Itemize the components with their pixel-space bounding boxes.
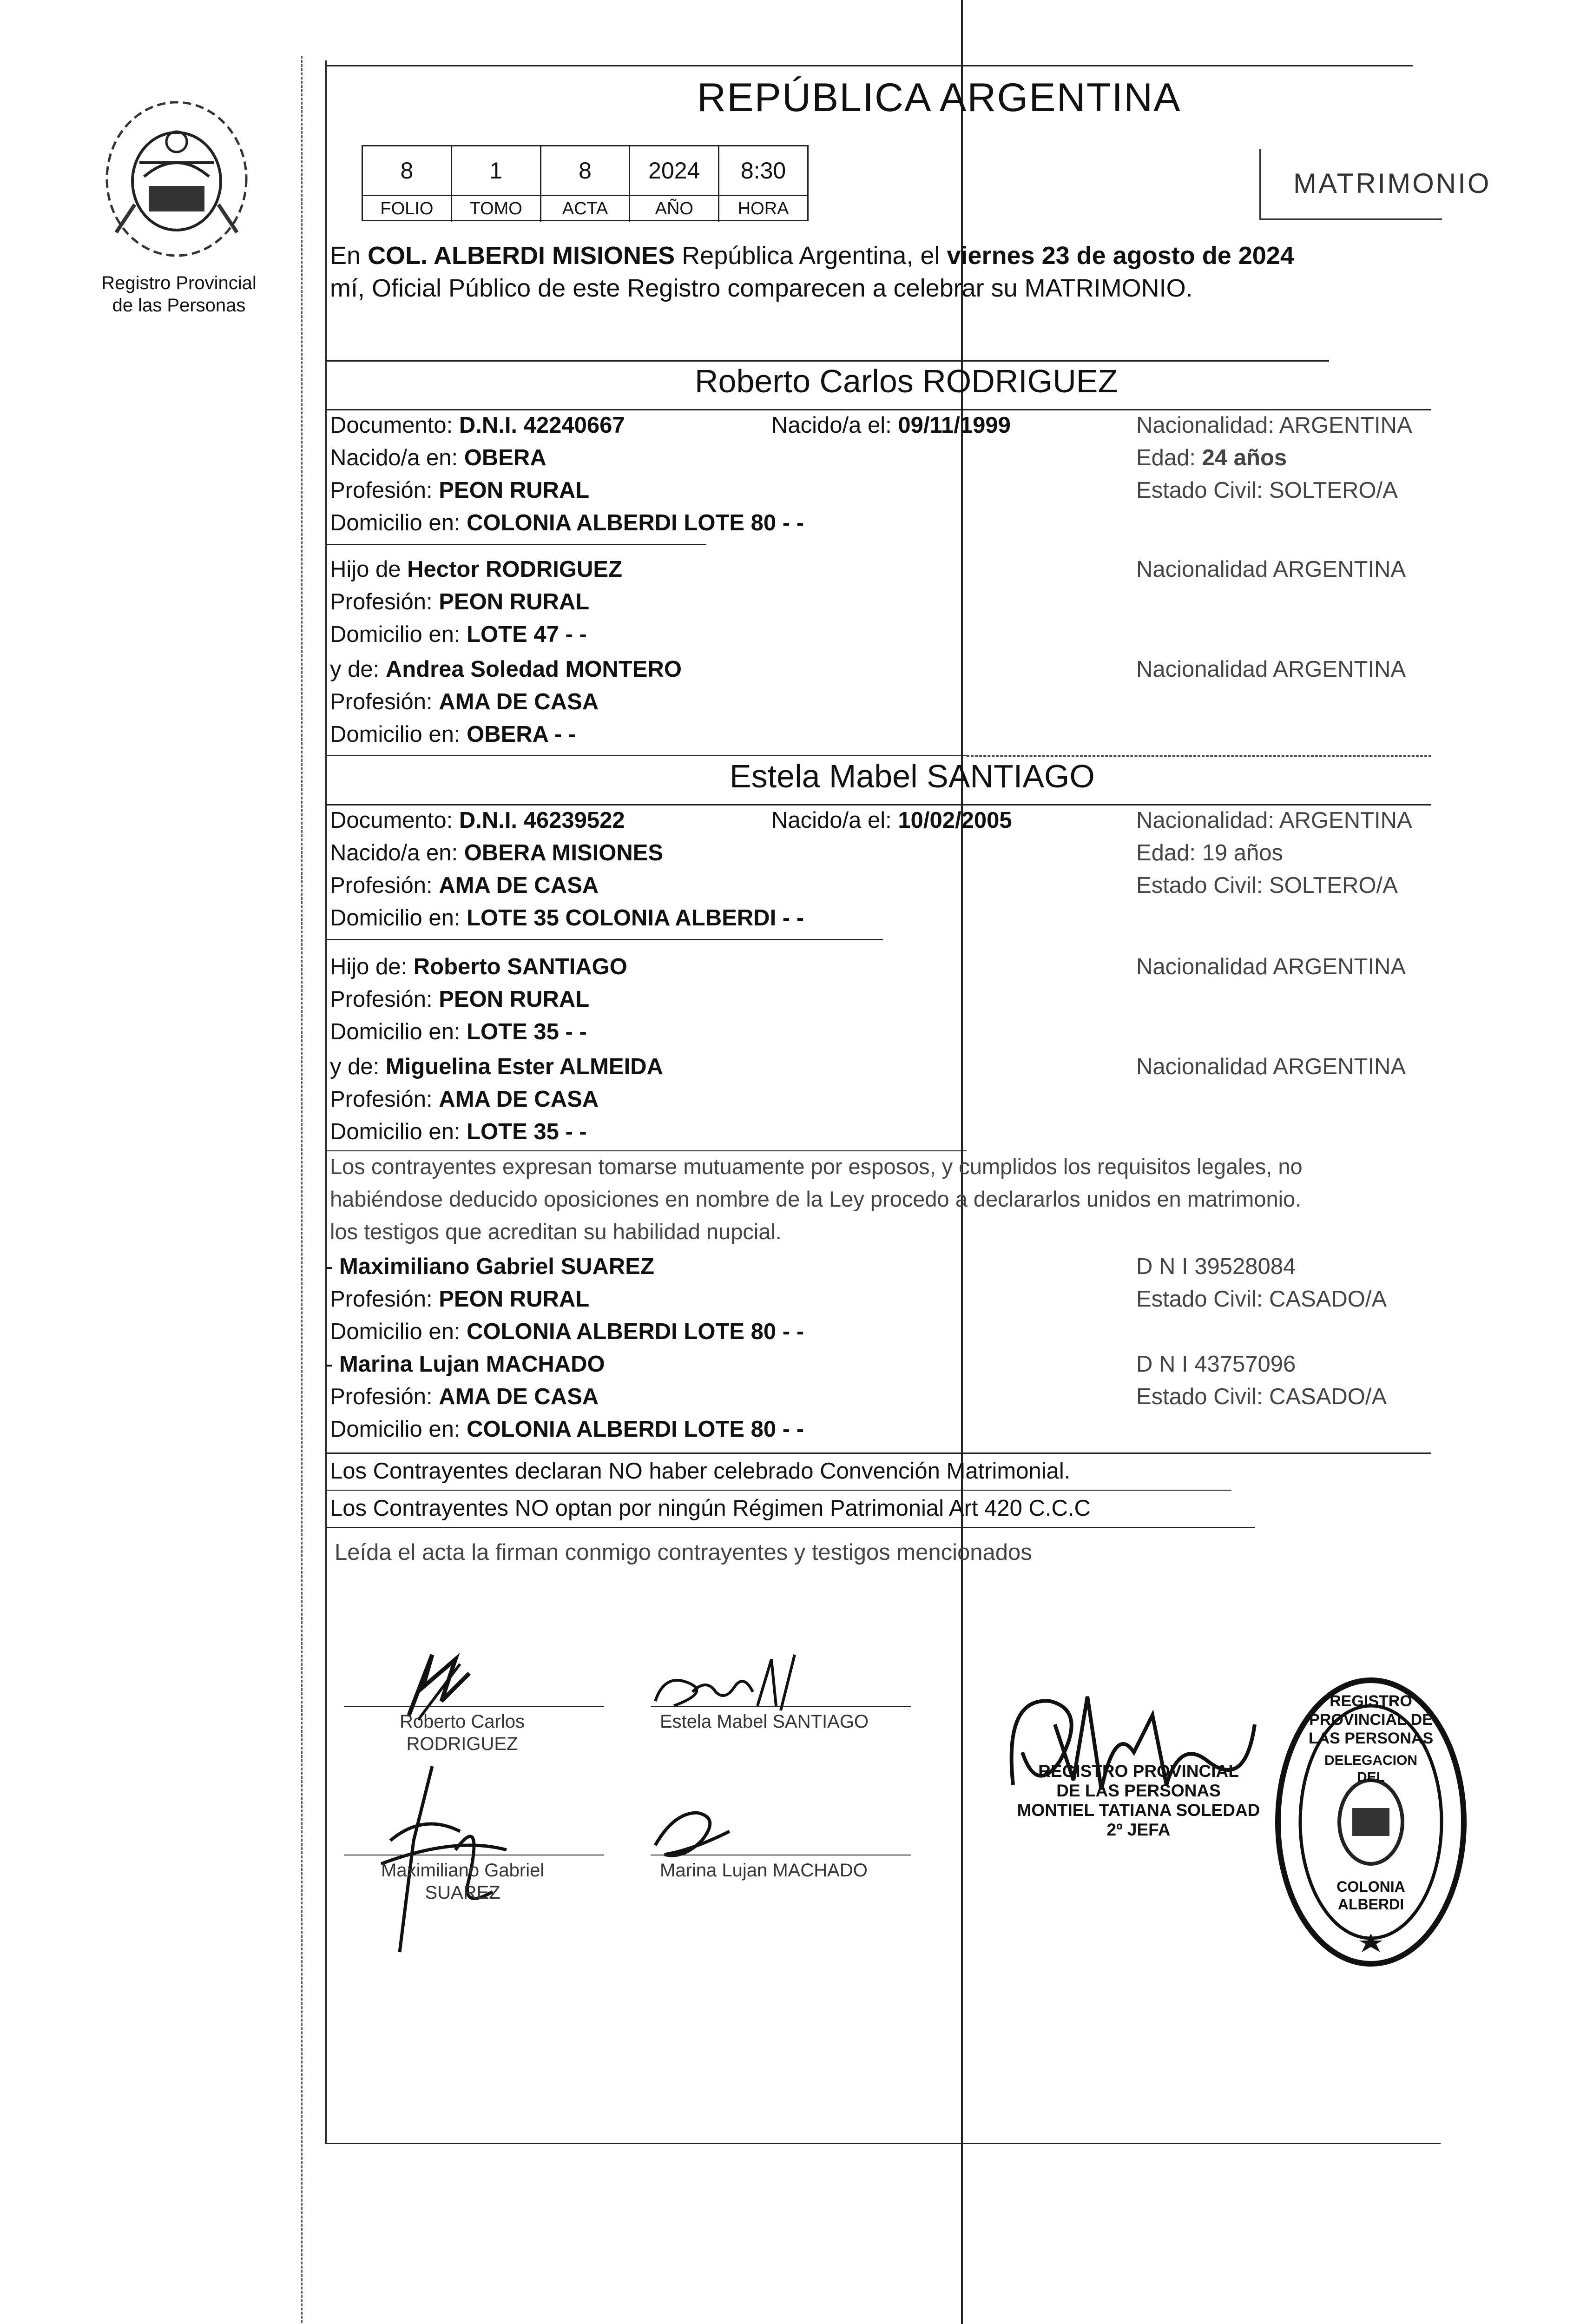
seal-top-text: REGISTRO PROVINCIAL DE LAS PERSONAS — [1308, 1692, 1434, 1747]
officer-stamp: REGISTRO PROVINCIAL DE LAS PERSONAS MONTIEL TATIANA SOLEDAD 2º JEFA — [1017, 1762, 1260, 1839]
groom-name: Roberto Carlos RODRIGUEZ — [695, 363, 1118, 399]
matrimonial-convention-note: Los Contrayentes declaran NO haber celebrado Convención Matrimonial. — [330, 1459, 1071, 1484]
witness-1-civil-status: Estado Civil: CASADO/A — [1136, 1287, 1387, 1312]
witness-2-id: D N I 43757096 — [1136, 1352, 1296, 1377]
bride-father-nationality: Nacionalidad ARGENTINA — [1136, 954, 1406, 979]
left-frame-line — [325, 60, 327, 2143]
witness-2-civil-status: Estado Civil: CASADO/A — [1136, 1384, 1387, 1409]
bride-father-address: Domicilio en: LOTE 35 - - — [330, 1019, 587, 1044]
witness-2-profession: Profesión: AMA DE CASA — [330, 1384, 599, 1409]
acta-label: ACTA — [541, 196, 631, 222]
groom-signature-label: Roberto Carlos RODRIGUEZ — [400, 1711, 525, 1754]
divider — [325, 409, 1431, 410]
bride-name: Estela Mabel SANTIAGO — [730, 758, 1095, 794]
left-margin-line — [301, 56, 303, 2324]
groom-mother-profession: Profesión: AMA DE CASA — [330, 689, 599, 714]
bride-mother: y de: Miguelina Ester ALMEIDA — [330, 1054, 663, 1079]
divider — [325, 939, 883, 940]
year-label: AÑO — [630, 196, 719, 222]
folio-label: FOLIO — [363, 196, 452, 222]
provincial-coat-of-arms-icon — [88, 93, 265, 265]
bride-age: Edad: 19 años — [1136, 840, 1284, 865]
declaration-line-3: los testigos que acreditan su habilidad nupcial. — [330, 1219, 782, 1244]
witness-2-signature-label: Marina Lujan MACHADO — [660, 1860, 868, 1881]
divider — [325, 755, 967, 756]
hour-value: 8:30 — [740, 158, 786, 184]
reading-note: Leída el acta la firman conmigo contrayentes y testigos mencionados — [335, 1540, 1032, 1565]
year-value: 2024 — [630, 146, 719, 195]
groom-address: Domicilio en: COLONIA ALBERDI LOTE 80 - - — [330, 510, 804, 535]
witness-2-signature-icon — [646, 1794, 739, 1868]
registry-name: Registro Provincial de las Personas — [101, 273, 257, 316]
bottom-frame-line — [325, 2143, 1441, 2144]
seal-bottom-text: DELEGACION DEL — [1324, 1753, 1417, 1785]
bride-birth-date: Nacido/a el: 10/02/2005 — [771, 808, 1012, 833]
reference-box — [362, 145, 809, 221]
bride-father-profession: Profesión: PEON RURAL — [330, 987, 590, 1012]
bride-signature-icon — [646, 1650, 804, 1720]
groom-father-profession: Profesión: PEON RURAL — [330, 589, 590, 614]
divider — [325, 1527, 1255, 1528]
document-title: REPÚBLICA ARGENTINA — [697, 75, 1181, 120]
signature-line — [651, 1706, 911, 1707]
groom-document: Documento: D.N.I. 42240667 — [330, 413, 625, 438]
round-seal — [1273, 1673, 1468, 1971]
witness-1-name: - Maximiliano Gabriel SUAREZ — [325, 1254, 654, 1279]
bride-mother-nationality: Nacionalidad ARGENTINA — [1136, 1054, 1406, 1079]
registry-emblem — [88, 93, 265, 265]
bride-birthplace: Nacido/a en: OBERA MISIONES — [330, 840, 664, 865]
bride-nationality: Nacionalidad: ARGENTINA — [1136, 808, 1412, 833]
intro-line-2: mí, Oficial Público de este Registro comparecen a celebrar su MATRIMONIO. — [330, 274, 1193, 302]
divider — [967, 755, 1431, 757]
act-type-label: MATRIMONIO — [1293, 168, 1491, 199]
divider — [325, 1150, 967, 1151]
divider — [325, 1490, 1231, 1491]
seal-town: COLONIA ALBERDI — [1336, 1878, 1405, 1913]
declaration-line-2: habiéndose deducido oposiciones en nombre de la Ley procedo a declararlos unidos en matrimonio. — [330, 1187, 1302, 1211]
groom-nationality: Nacionalidad: ARGENTINA — [1136, 413, 1412, 438]
groom-father-nationality: Nacionalidad ARGENTINA — [1136, 557, 1406, 582]
groom-mother-address: Domicilio en: OBERA - - — [330, 722, 576, 747]
bride-mother-address: Domicilio en: LOTE 35 - - — [330, 1119, 587, 1144]
witness-2-address: Domicilio en: COLONIA ALBERDI LOTE 80 - - — [330, 1417, 804, 1442]
declaration-line-1: Los contrayentes expresan tomarse mutuamente por esposos, y cumplidos los requisitos legales, no — [330, 1154, 1303, 1179]
witness-1-signature-label: Maximiliano Gabriel SUAREZ — [381, 1860, 545, 1903]
tomo-label: TOMO — [452, 196, 541, 222]
bride-profession: Profesión: AMA DE CASA — [330, 873, 599, 898]
groom-father: Hijo de Hector RODRIGUEZ — [330, 557, 622, 582]
groom-birthplace: Nacido/a en: OBERA — [330, 445, 546, 470]
signature-line — [344, 1706, 604, 1707]
patrimonial-regime-note: Los Contrayentes NO optan por ningún Régimen Patrimonial Art 420 C.C.C — [330, 1496, 1091, 1521]
witness-2-name: - Marina Lujan MACHADO — [325, 1352, 605, 1377]
acta-value: 8 — [541, 146, 631, 195]
groom-birth-date: Nacido/a el: 09/11/1999 — [771, 413, 1011, 438]
bride-civil-status: Estado Civil: SOLTERO/A — [1136, 873, 1398, 898]
bride-document: Documento: D.N.I. 46239522 — [330, 808, 625, 833]
groom-mother: y de: Andrea Soledad MONTERO — [330, 657, 682, 682]
folio-value: 8 — [363, 146, 452, 195]
divider — [325, 1452, 1431, 1454]
groom-father-address: Domicilio en: LOTE 47 - - — [330, 622, 587, 647]
groom-mother-nationality: Nacionalidad ARGENTINA — [1136, 657, 1406, 682]
groom-profession: Profesión: PEON RURAL — [330, 478, 590, 503]
intro-line-1: En COL. ALBERDI MISIONES República Argentina, el viernes 23 de agosto de 2024 — [330, 242, 1294, 270]
witness-1-profession: Profesión: PEON RURAL — [330, 1287, 590, 1312]
divider — [325, 804, 1431, 805]
witness-1-address: Domicilio en: COLONIA ALBERDI LOTE 80 - - — [330, 1319, 804, 1344]
divider — [325, 544, 706, 545]
divider — [325, 360, 1329, 362]
top-frame-line — [325, 65, 1413, 66]
hour-label: HORA — [737, 199, 789, 218]
bride-mother-profession: Profesión: AMA DE CASA — [330, 1087, 599, 1112]
act-type-box — [1259, 149, 1491, 220]
tomo-value: 1 — [452, 146, 541, 195]
bride-signature-label: Estela Mabel SANTIAGO — [660, 1711, 869, 1732]
groom-age: Edad: 24 años — [1136, 445, 1287, 470]
bride-address: Domicilio en: LOTE 35 COLONIA ALBERDI - - — [330, 905, 804, 931]
witness-1-id: D N I 39528084 — [1136, 1254, 1296, 1279]
groom-civil-status: Estado Civil: SOLTERO/A — [1136, 478, 1398, 503]
bride-father: Hijo de: Roberto SANTIAGO — [330, 954, 627, 979]
